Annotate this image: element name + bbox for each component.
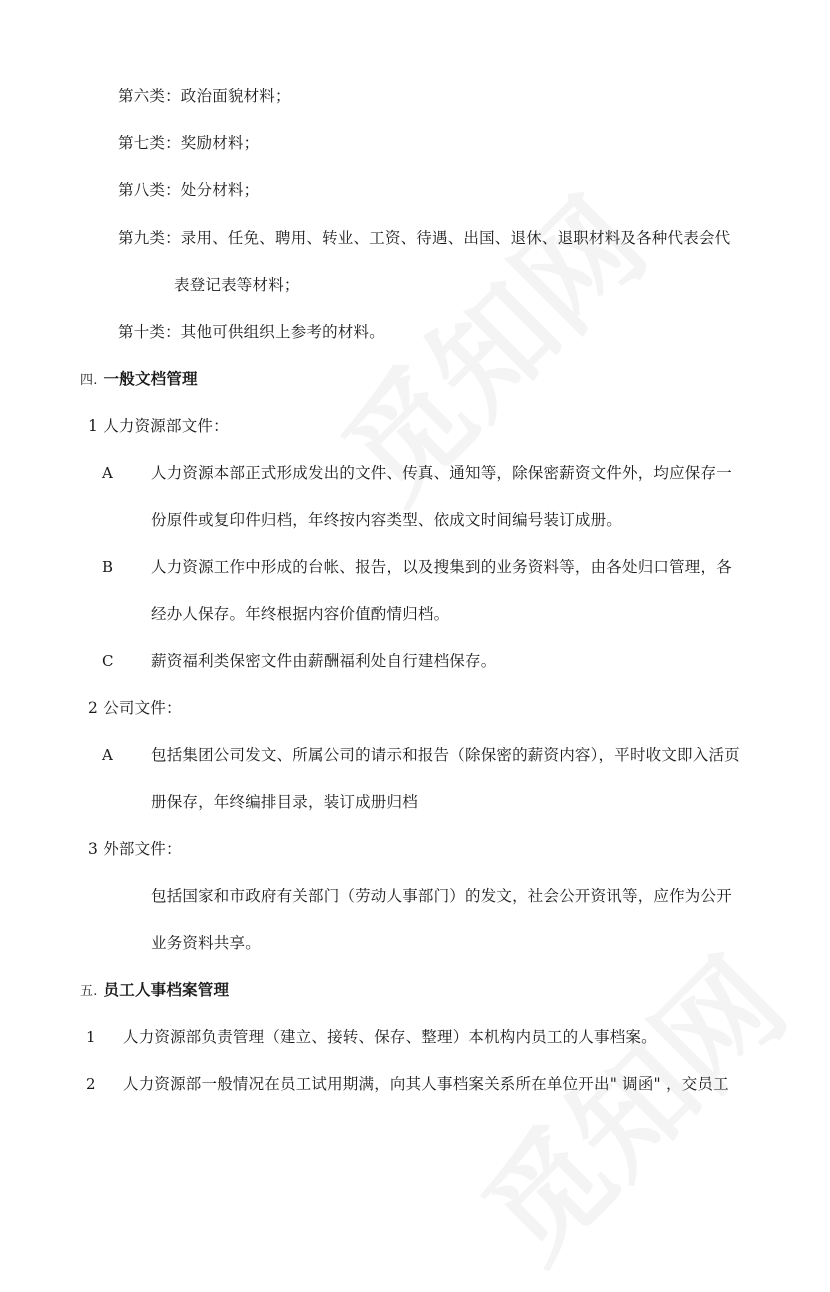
item-text: 业务资料共享。 <box>151 934 261 952</box>
section-number: 五. <box>80 984 98 999</box>
watermark <box>440 915 816 1291</box>
item-text: 包括集团公司发文、所属公司的请示和报告（除保密的薪资内容），平时收文即入活页 <box>151 746 740 764</box>
item-marker: A <box>102 746 113 764</box>
item-text: 人力资源工作中形成的台帐、报告，以及搜集到的业务资料等，由各处归口管理，各 <box>151 558 732 576</box>
item-marker: A <box>102 464 113 482</box>
item-text: 人力资源本部正式形成发出的文件、传真、通知等，除保密薪资文件外，均应保存一 <box>151 464 732 482</box>
category-line-continued: 表登记表等材料； <box>174 276 300 294</box>
category-line: 第六类：政治面貌材料； <box>118 87 291 105</box>
item-marker: 2 <box>86 1075 96 1093</box>
category-line: 第八类：处分材料； <box>118 181 260 199</box>
item-text: 人力资源部一般情况在员工试用期满，向其人事档案关系所在单位开出" 调函" ，交员工 <box>123 1075 729 1093</box>
item-marker: B <box>102 558 114 576</box>
subsection-label: 3 外部文件： <box>88 840 182 858</box>
section-heading-4 <box>80 369 198 391</box>
item-marker: 1 <box>86 1028 96 1046</box>
section-title: 员工人事档案管理 <box>103 981 230 999</box>
section-title: 一般文档管理 <box>103 370 198 388</box>
subsection-label: 2 公司文件： <box>88 699 182 717</box>
item-text: 薪资福利类保密文件由薪酬福利处自行建档保存。 <box>151 652 497 670</box>
item-text: 份原件或复印件归档，年终按内容类型、依成文时间编号装订成册。 <box>151 511 623 529</box>
subsection-label: 1 人力资源部文件： <box>88 417 229 435</box>
item-text: 包括国家和市政府有关部门（劳动人事部门）的发文，社会公开资讯等，应作为公开 <box>151 887 732 905</box>
section-heading-5 <box>80 980 229 1002</box>
item-text: 册保存，年终编排目录，装订成册归档 <box>151 793 418 811</box>
section-number: 四. <box>80 373 98 388</box>
category-line: 第七类：奖励材料； <box>118 134 260 152</box>
category-line: 第十类：其他可供组织上参考的材料。 <box>118 323 385 341</box>
item-text: 经办人保存。年终根据内容价值酌情归档。 <box>151 605 450 623</box>
item-text: 人力资源部负责管理（建立、接转、保存、整理）本机构内员工的人事档案。 <box>123 1028 657 1046</box>
item-marker: C <box>102 652 114 670</box>
category-line: 第九类：录用、任免、聘用、转业、工资、待遇、出国、退休、退职材料及各种代表会代 <box>118 229 731 247</box>
